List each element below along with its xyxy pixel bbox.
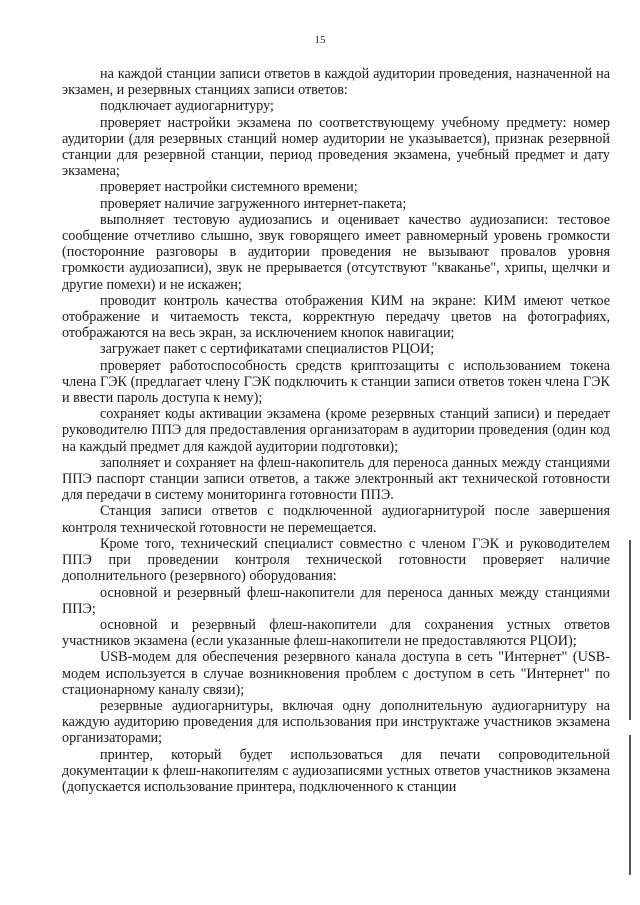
paragraph: выполняет тестовую аудиозапись и оценивает качество аудиозаписи: тестовое сообщение отчетливо слышно, звук говорящего имеет равномерный уровень громкости (посторонние разговоры в аудитории проведения не вызывают провалов уровня громкости аудиозаписи), звук не прерывается (отсутствуют "кваканье", хрипы, щелчки и другие помехи) и не искажен; — [62, 211, 610, 293]
paragraph: USB-модем для обеспечения резервного канала доступа в сеть "Интернет" (USB-модем используется в случае возникновения проблем с доступом в сеть "Интернет" по стационарному каналу связи); — [62, 649, 610, 698]
paragraph: проверяет наличие загруженного интернет-пакета; — [100, 195, 407, 212]
paragraph: резервные аудиогарнитуры, включая одну дополнительную аудиогарнитуру на каждую аудиторию проведения для использования при инструктаже участников экзамена организаторами; — [62, 697, 610, 747]
paragraph: проверяет работоспособность средств криптозащиты с использованием токена члена ГЭК (предлагает члену ГЭК подключить к станции записи ответов токен члена ГЭК и ввести пароль доступа к нему); — [62, 357, 610, 407]
paragraph: проверяет настройки экзамена по соответствующему учебному предмету: номер аудитории (для резервных станций номер аудитории не указывается), признак резервной станции для резервной станции, период проведения экзамена, учебный предмет и дату экзамена; — [62, 114, 610, 180]
paragraph: Кроме того, технический специалист совместно с членом ГЭК и руководителем ППЭ при проведении контроля технической готовности проверяет наличие дополнительного (резервного) оборудования: — [62, 535, 610, 585]
scan-margin-line — [629, 735, 631, 875]
page-number: 15 — [314, 34, 326, 46]
paragraph: Станция записи ответов с подключенной аудиогарнитурой после завершения контроля технической готовности не перемещается. — [62, 503, 610, 536]
paragraph: основной и резервный флеш-накопители для сохранения устных ответов участников экзамена (если указанные флеш-накопители не предоставляются РЦОИ); — [62, 616, 610, 650]
paragraph: на каждой станции записи ответов в каждой аудитории проведения, назначенной на экзамен, и резервных станциях записи ответов: — [62, 66, 610, 99]
paragraph: заполняет и сохраняет на флеш-накопитель для переноса данных между станциями ППЭ паспорт станции записи ответов, а также электронный акт технической готовности для передачи в систему мониторинга готовности ППЭ. — [62, 454, 610, 504]
paragraph: проводит контроль качества отображения КИМ на экране: КИМ имеют четкое отображение и читаемость текста, корректную передачу цветов на фотографиях, отображаются на весь экран, за исключением кнопок навигации; — [62, 292, 610, 342]
paragraph: проверяет настройки системного времени; — [100, 179, 358, 196]
document-body — [62, 66, 610, 795]
paragraph: сохраняет коды активации экзамена (кроме резервных станций записи) и передает руководителю ППЭ для предоставления организаторам в аудитории проведения (один код на каждый предмет для каждой аудитории подготовки); — [62, 406, 610, 455]
paragraph: основной и резервный флеш-накопители для переноса данных между станциями ППЭ; — [62, 584, 610, 617]
scan-margin-line — [629, 540, 631, 720]
paragraph: принтер, который будет использоваться для печати сопроводительной документации к флеш-накопителям с аудиозаписями устных ответов участников экзамена (допускается использование принтера, подключенного к станции — [62, 746, 610, 795]
paragraph: подключает аудиогарнитуру; — [100, 98, 274, 115]
paragraph: загружает пакет с сертификатами специалистов РЦОИ; — [100, 341, 435, 358]
